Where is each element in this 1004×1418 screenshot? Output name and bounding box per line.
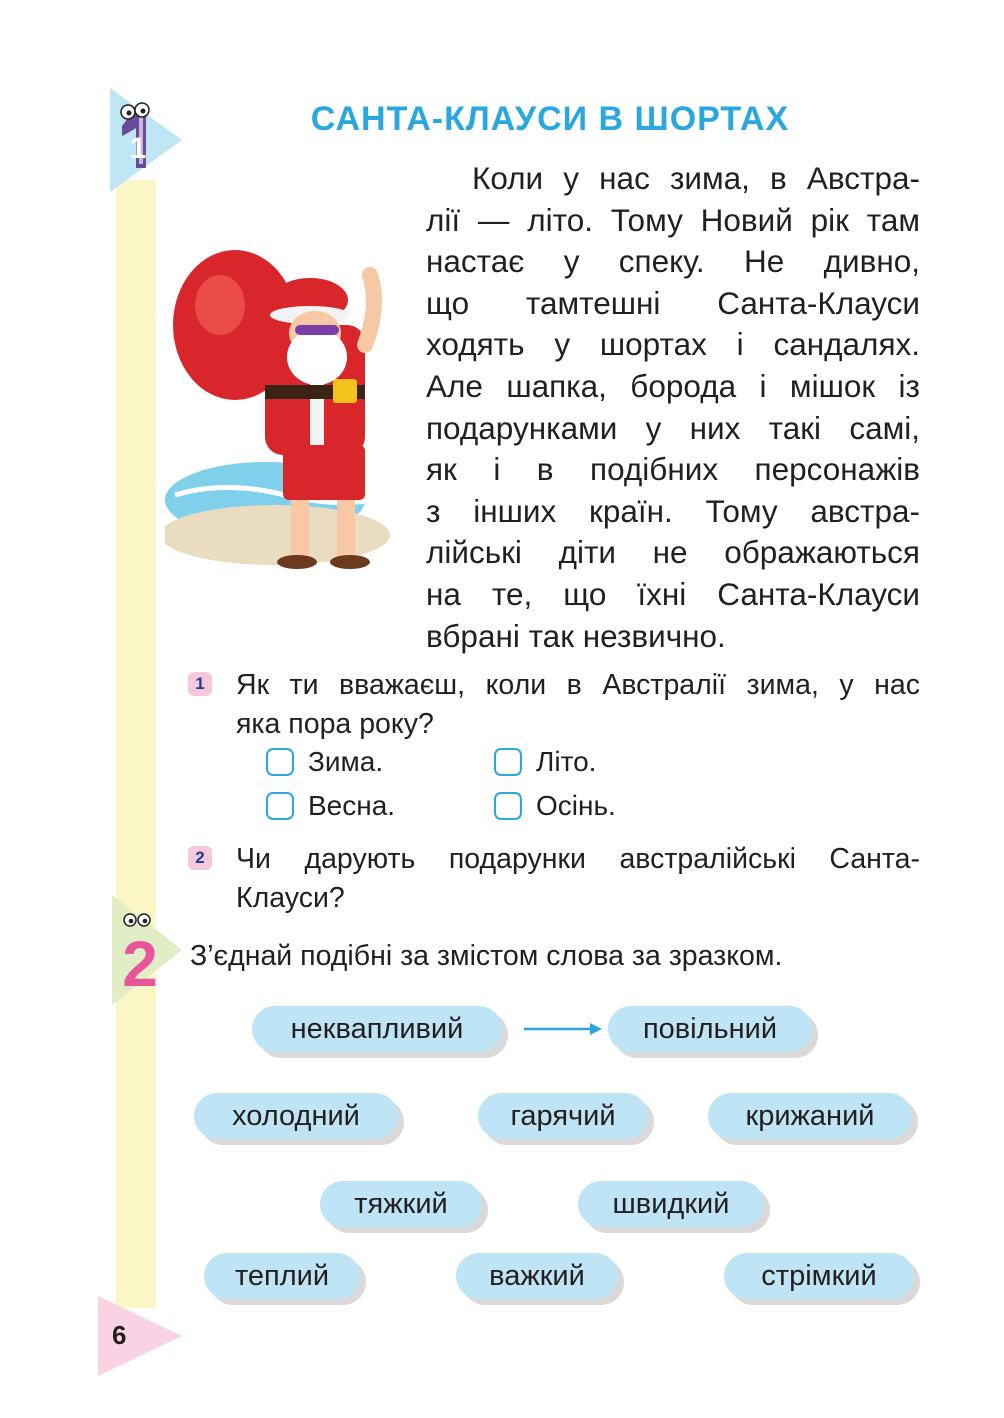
section-number-1-icon — [112, 86, 162, 176]
question-2-text — [236, 840, 920, 918]
paragraph-line: вбрані так незвично. — [426, 617, 726, 654]
paragraph-line: з інших країн. Тому австра- — [426, 492, 920, 529]
option-spring[interactable] — [266, 790, 395, 822]
paragraph-line: подарунками у них такі самі, — [426, 409, 920, 446]
section-number-2-icon — [112, 910, 168, 992]
word-pill[interactable]: крижаний — [708, 1093, 912, 1139]
question-2-badge: 2 — [188, 846, 212, 870]
arrow-right-icon — [522, 1020, 604, 1038]
word-pill[interactable]: холодний — [194, 1093, 398, 1139]
option-summer[interactable] — [494, 746, 596, 778]
checkbox[interactable] — [494, 792, 522, 820]
paragraph-line: лії — літо. Тому Новий рік там — [426, 201, 920, 238]
question-line: Клауси? — [236, 882, 345, 914]
paragraph-line: Коли у нас зима, в Австра- — [472, 160, 920, 196]
word-pill[interactable]: стрімкий — [724, 1253, 914, 1299]
side-strip — [116, 180, 156, 1308]
task-2-instruction: З’єднай подібні за змістом слова за зразком. — [190, 940, 783, 972]
option-label: Весна. — [308, 790, 396, 821]
question-1-text — [236, 666, 920, 744]
word-example-from[interactable]: неквапливий — [252, 1006, 502, 1052]
section-number-1: 1 — [129, 132, 147, 165]
word-pill[interactable]: важкий — [456, 1253, 618, 1299]
paragraph-line: лійські діти не ображаються — [426, 534, 920, 571]
paragraph-line: Але шапка, борода і мішок із — [426, 367, 920, 404]
option-winter[interactable] — [266, 746, 383, 778]
checkbox[interactable] — [266, 748, 294, 776]
paragraph-line: що тамтешні Санта-Клауси — [426, 284, 920, 321]
question-line: яка пора року? — [236, 708, 434, 740]
option-label: Осінь. — [536, 790, 616, 821]
word-pill[interactable]: теплий — [204, 1253, 360, 1299]
paragraph-line: як і в подібних персонажів — [426, 451, 920, 488]
side-triangle-bottom — [98, 1296, 182, 1376]
question-1-badge: 1 — [188, 672, 212, 696]
word-pill[interactable]: гарячий — [478, 1093, 648, 1139]
page-number: 6 — [112, 1320, 127, 1350]
word-pill[interactable]: швидкий — [578, 1181, 764, 1227]
checkbox[interactable] — [266, 792, 294, 820]
santa-illustration — [165, 245, 410, 585]
paragraph-line: ходять у шортах і сандалях. — [426, 326, 920, 363]
paragraph-line: настає у спеку. Не дивно, — [426, 243, 920, 280]
word-pill[interactable]: тяжкий — [320, 1181, 482, 1227]
checkbox[interactable] — [494, 748, 522, 776]
section-number-2: 2 — [122, 928, 158, 992]
option-label: Зима. — [308, 746, 384, 777]
option-autumn[interactable] — [494, 790, 616, 822]
story-paragraph — [426, 158, 920, 657]
page-title: САНТА-КЛАУСИ В ШОРТАХ — [310, 100, 790, 138]
question-line: Чи дарують подарунки австралійські Санта- — [236, 843, 920, 875]
paragraph-line: на те, що їхні Санта-Клауси — [426, 575, 920, 612]
word-example-to[interactable]: повільний — [608, 1006, 812, 1052]
question-line: Як ти вважаєш, коли в Австралії зима, у нас — [236, 669, 920, 701]
option-label: Літо. — [536, 746, 597, 777]
